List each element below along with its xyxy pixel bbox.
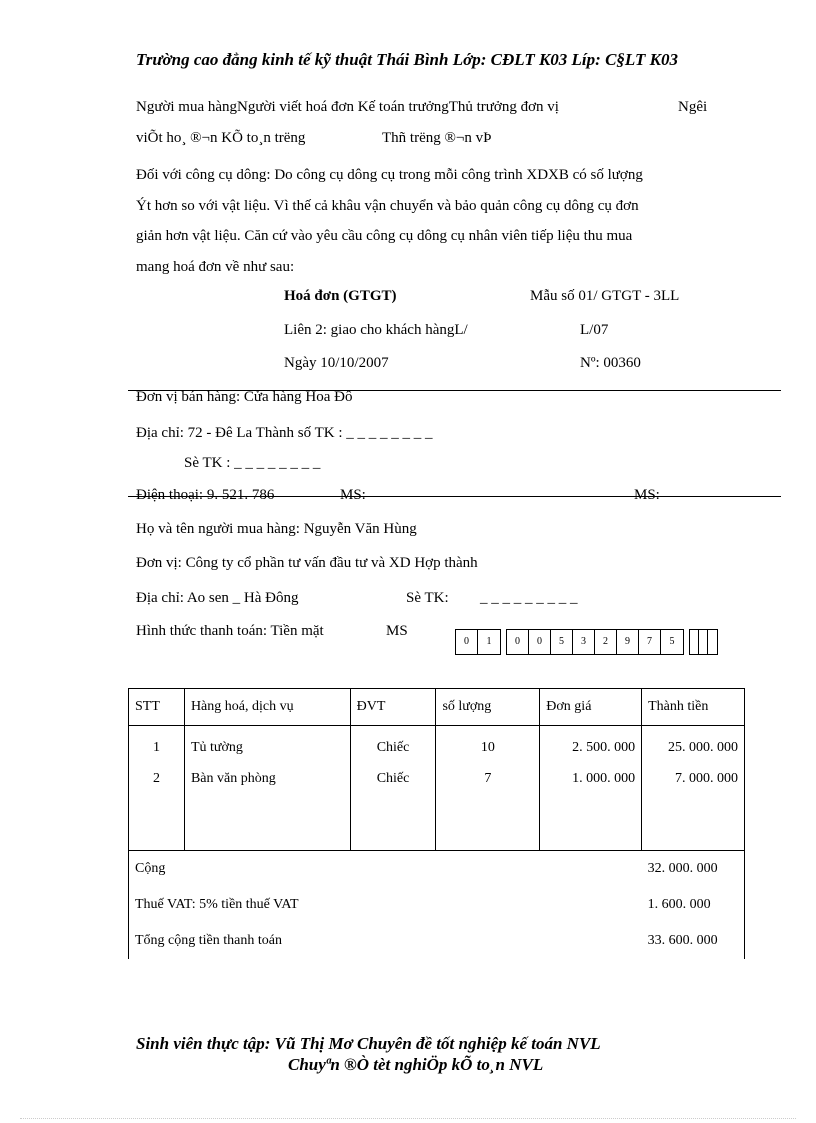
column-header: ĐVT [350, 689, 436, 726]
page-header-title: Trường cao đẳng kinh tế kỹ thuật Thái Bình Lớp: CĐLT K03 Líp: C§LT K03 [136, 50, 678, 69]
buyer-unit: Đơn vị: Công ty cổ phần tư vấn đầu tư và XD Hợp thành [136, 555, 478, 571]
row-amount: 25. 000. 000 [642, 726, 745, 764]
paragraph-line: Đối với công cụ dông: Do công cụ dông cụ trong mỗi công trình XDXB có số lượng [136, 167, 643, 183]
table-row [129, 763, 745, 794]
invoice-copy-label: Liên 2: giao cho khách hàngL/ [284, 322, 468, 338]
invoice-number: Nº: 00360 [580, 355, 641, 371]
tax-code-digit: 0 [529, 630, 551, 654]
paragraph-line: mang hoá đơn về như sau: [136, 258, 295, 275]
vat-value: 1. 600. 000 [642, 887, 745, 923]
signature-line-1: Người mua hàngNgười viết hoá đơn Kế toán trưởngThủ trưởng đơn vị [136, 99, 559, 115]
tax-code-digit: 2 [595, 630, 617, 654]
row-amount: 7. 000. 000 [642, 763, 745, 794]
tax-code-digit: 1 [486, 636, 492, 647]
tax-code-digit: 5 [551, 630, 573, 654]
buyer-account-blank: _ _ _ _ _ _ _ _ _ [480, 590, 578, 606]
paragraph-line: Ýt hơn so với vật liệu. Vì thế cả khâu vận chuyển và bảo quản công cụ dông cụ đơn [136, 197, 639, 214]
row-stt: 2 [129, 763, 185, 794]
row-unit: Chiếc [350, 763, 436, 794]
tax-code-digit: 7 [639, 630, 661, 654]
seller-account: Sè TK : _ _ _ _ _ _ _ _ [184, 455, 321, 471]
seller-ms-1: MS: [340, 487, 366, 503]
body-paragraph [136, 160, 746, 282]
vat-row [129, 887, 745, 923]
paragraph-line: giản hơn vật liệu. Căn cứ vào yêu cầu công cụ dông cụ nhân viên tiếp liệu thu mua [136, 228, 633, 244]
seller-address: Địa chỉ: 72 - Đê La Thành số TK : _ _ _ _ _ _ _ _ [136, 425, 433, 441]
vat-label: Thuế VAT: 5% tiền thuế VAT [129, 887, 642, 923]
page-footer [136, 1033, 776, 1075]
row-stt: 1 [129, 726, 185, 764]
tax-code-group [689, 629, 718, 655]
tax-code-group [455, 629, 501, 655]
table-empty-row [129, 794, 745, 851]
footer-line-1: Sinh viên thực tập: Vũ Thị Mơ Chuyên đề tốt nghiệp kế toán NVL [136, 1034, 601, 1053]
signature-line-1-right: Ngêi [678, 99, 708, 115]
tax-code-digit [708, 630, 717, 654]
invoice-series: L/07 [580, 322, 609, 338]
signature-line-2a: viÕt ho¸ ®¬n KÕ to¸n trëng [136, 130, 306, 146]
invoice-date: Ngày 10/10/2007 [284, 355, 389, 371]
tax-code-digit: 0 [456, 630, 478, 654]
tax-code-digit: 5 [669, 636, 675, 647]
tax-code-digit: 3 [573, 630, 595, 654]
column-header: Thành tiền [642, 689, 745, 726]
seller-phone: Điện thoại: 9. 521. 786 [136, 487, 275, 503]
row-quantity: 7 [436, 763, 540, 794]
subtotal-value: 32. 000. 000 [642, 851, 745, 888]
row-unit: Chiếc [350, 726, 436, 764]
column-header: Hàng hoá, dịch vụ [184, 689, 350, 726]
tax-code-boxes [455, 629, 723, 655]
buyer-name: Họ và tên người mua hàng: Nguyễn Văn Hùng [136, 521, 417, 537]
table-header-row [129, 689, 745, 726]
strike-divider [128, 496, 781, 497]
total-row [129, 923, 745, 959]
subtotal-row [129, 851, 745, 888]
buyer-address: Địa chỉ: Ao sen _ Hà Đông [136, 590, 299, 606]
total-value: 33. 600. 000 [642, 923, 745, 959]
row-item-name: Tủ tường [184, 726, 350, 764]
tax-code-digit: 9 [617, 630, 639, 654]
buyer-account-label: Sè TK: [406, 590, 449, 606]
page-edge [20, 1118, 796, 1119]
seller-ms-2: MS: [634, 487, 660, 503]
row-unit-price: 2. 500. 000 [540, 726, 642, 764]
row-unit-price: 1. 000. 000 [540, 763, 642, 794]
column-header: STT [129, 689, 185, 726]
column-header: số lượng [436, 689, 540, 726]
column-header: Đơn giá [540, 689, 642, 726]
payment-method: Hình thức thanh toán: Tiền mặt [136, 623, 324, 639]
row-quantity: 10 [436, 726, 540, 764]
signature-line-2b: Thñ trëng ®¬n vÞ [382, 130, 492, 146]
invoice-title: Hoá đơn (GTGT) [284, 288, 397, 304]
tax-code-digit: 0 [507, 630, 529, 654]
tax-code-digit [699, 630, 708, 654]
tax-code-group [506, 629, 684, 655]
seller-unit: Đơn vị bán hàng: Cửa hàng Hoa Đô [136, 389, 353, 405]
tax-code-digit [690, 630, 699, 654]
total-label: Tổng cộng tiền thanh toán [129, 923, 642, 959]
footer-line-2: Chuyªn ®Ò tèt nghiÖp kÕ to¸n NVL [288, 1055, 544, 1074]
buyer-ms-label: MS [386, 623, 408, 639]
table-row [129, 726, 745, 764]
invoice-form-number: Mẫu số 01/ GTGT - 3LL [530, 288, 680, 304]
subtotal-label: Cộng [129, 851, 642, 888]
invoice-table [128, 688, 745, 959]
row-item-name: Bàn văn phòng [184, 763, 350, 794]
